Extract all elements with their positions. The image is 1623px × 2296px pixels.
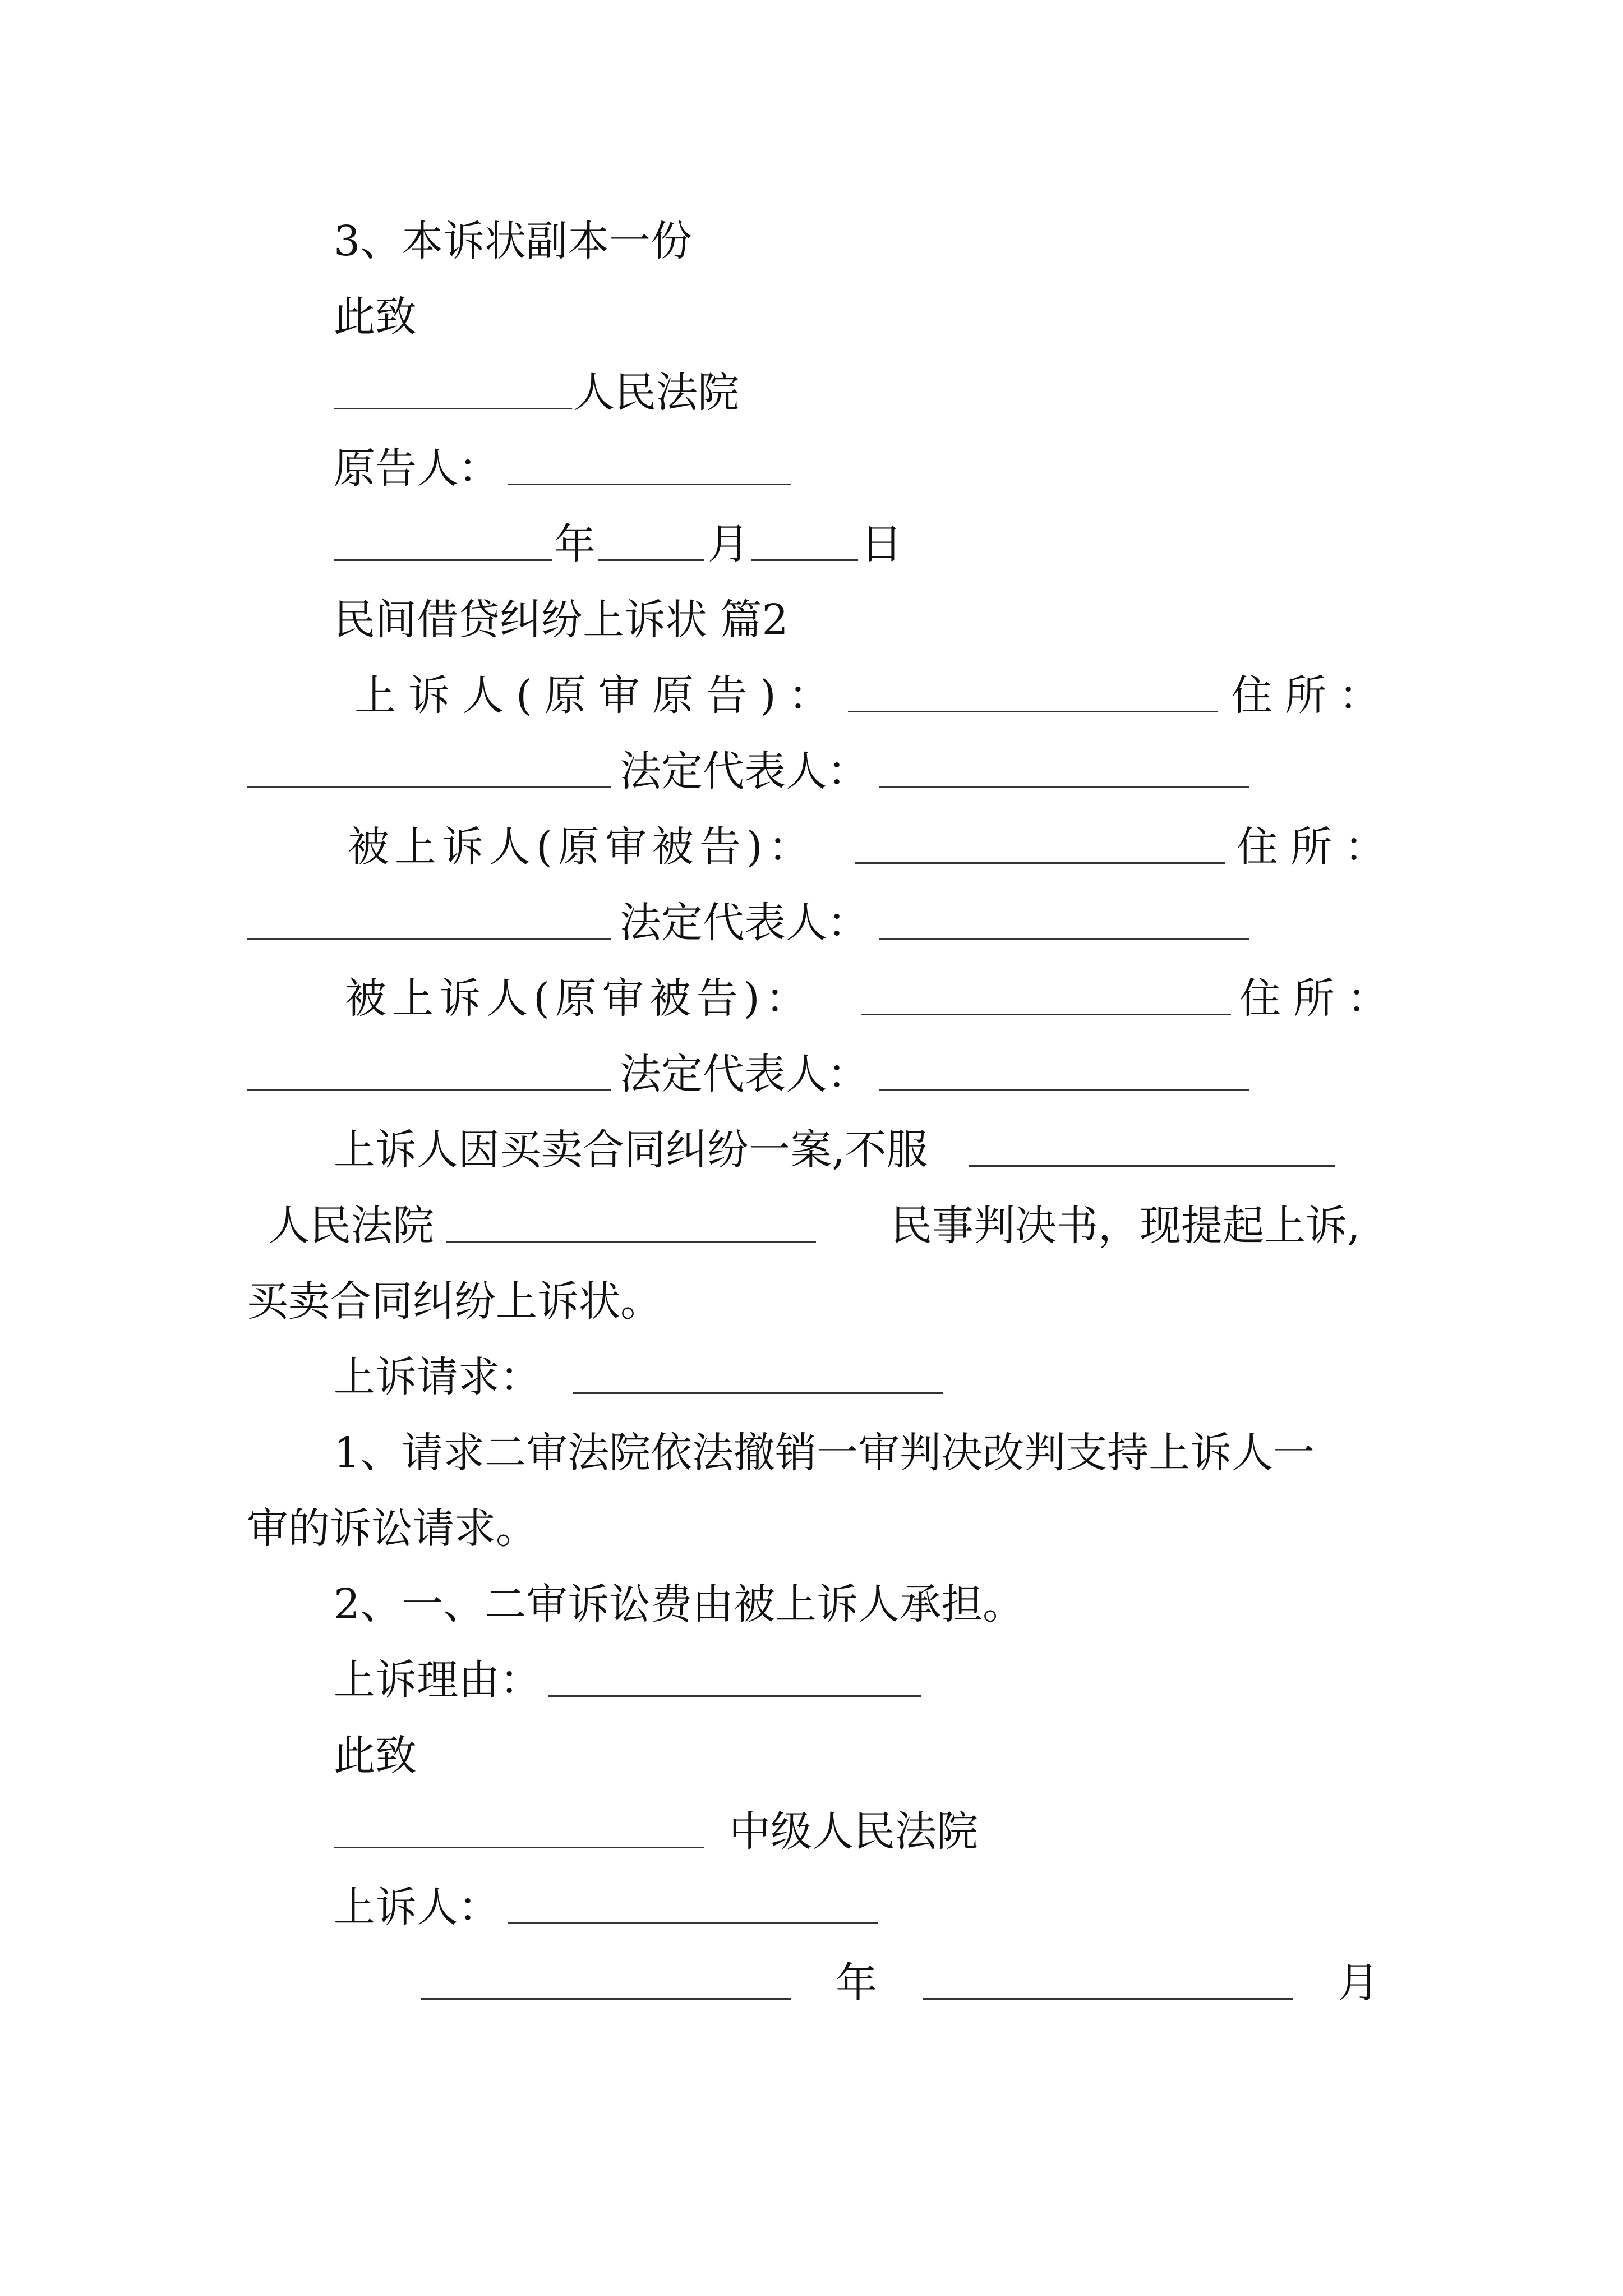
respondent-2-rep-line: 法定代表人： [0,1043,1623,1105]
respondent-1-address-blank[interactable] [247,938,611,940]
case-statement-line: 上诉人因买卖合同纠纷一案,不服 [0,1119,1623,1181]
court-line: 人民法院 [0,362,1623,424]
intermediate-court-blank[interactable] [334,1847,704,1848]
judgment-number-blank[interactable] [446,1241,816,1243]
month-blank[interactable] [598,559,704,561]
plaintiff-line: 原告人： [0,438,1623,499]
respondent-2-name-blank[interactable] [861,1014,1231,1015]
respondent-1-name-blank[interactable] [855,862,1225,864]
respondent-1-line: 被上诉人(原审被告)： 住所： [348,823,1398,871]
appellant-sign-line: 上诉人： [0,1876,1623,1938]
year-blank[interactable] [334,559,552,561]
salutation: 此致 [334,293,417,341]
appellant-name-blank[interactable] [848,711,1218,712]
appellant-address-blank[interactable] [247,786,611,788]
appellant-rep-blank[interactable] [879,786,1249,788]
appeal-requests-blank[interactable] [573,1392,943,1394]
respondent-2-address-blank[interactable] [247,1089,611,1091]
appeal-reasons-blank[interactable] [548,1695,921,1697]
plaintiff-blank[interactable] [508,484,791,485]
respondent-1-rep-line: 法定代表人： [0,892,1623,954]
respondent-1-rep-blank[interactable] [879,938,1249,940]
year-blank-2[interactable] [421,1998,791,2000]
intermediate-court-line: 中级人民法院 [0,1801,1623,1862]
section-title: 民间借贷纠纷上诉状 篇2 [334,596,789,644]
date-line-2: 年 月 [0,1952,1623,2014]
appellant-rep-line: 法定代表人： [0,740,1623,802]
appeal-requests-line: 上诉请求： [0,1346,1623,1408]
day-blank[interactable] [751,559,858,561]
respondent-2-rep-blank[interactable] [879,1089,1249,1091]
appeal-reasons-line: 上诉理由： [0,1649,1623,1711]
request-item-1-cont: 审的诉讼请求。 [247,1504,537,1553]
request-item-2: 2、一、二审诉讼费由被上诉人承担。 [334,1580,1025,1628]
request-item-1: 1、请求二审法院依法撤销一审判决改判支持上诉人一 [334,1429,1315,1477]
month-blank-2[interactable] [923,1998,1293,2000]
appellant-line: 上诉人(原审原告)： 住所： [354,671,1393,720]
case-statement-end: 买卖合同纠纷上诉状。 [247,1277,662,1326]
appellant-sign-blank[interactable] [508,1922,878,1924]
judgment-line: 人民法院 民事判决书，现提起上诉, [268,1202,1361,1250]
date-line: 年 月 日 [0,513,1623,575]
first-instance-court-blank[interactable] [969,1165,1335,1167]
court-name-blank[interactable] [334,408,572,409]
salutation-2: 此致 [334,1732,417,1780]
respondent-2-line: 被上诉人(原审被告)： 住所： [345,974,1401,1023]
attachment-item-3: 3、本诉状副本一份 [334,217,693,265]
